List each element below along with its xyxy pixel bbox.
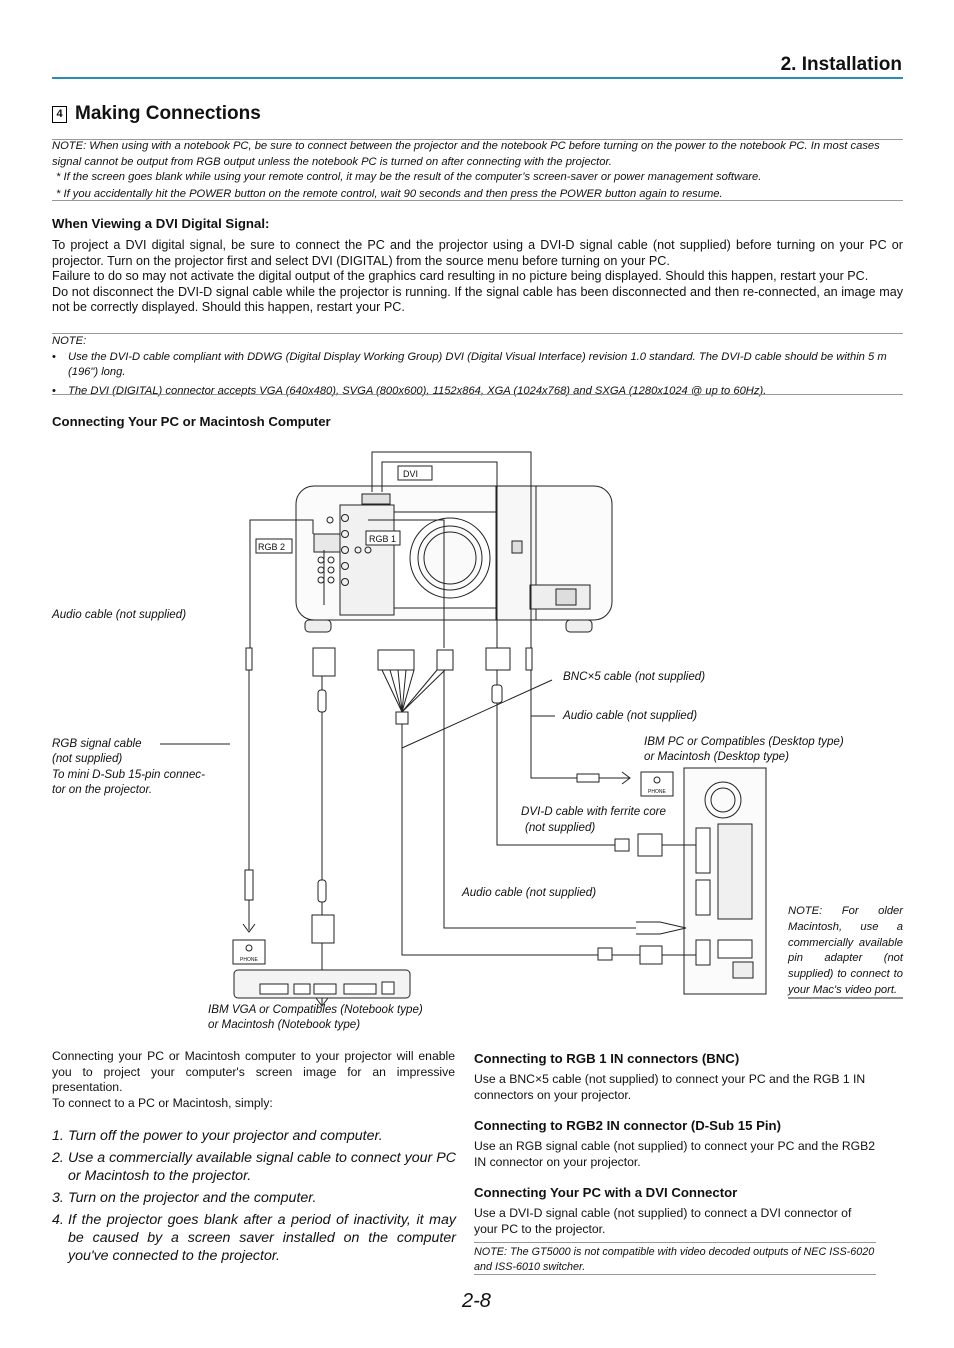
notebook-illustration — [234, 970, 410, 998]
label-dvid-1: DVI-D cable with ferrite core — [521, 805, 666, 818]
text-dsub: Use an RGB signal cable (not supplied) to connect your PC and the RGB2 IN connector on your projector. — [474, 1139, 876, 1169]
step-2 — [52, 1149, 456, 1185]
step-4-num: 4. — [52, 1212, 64, 1228]
heading-dvi-connector: Connecting Your PC with a DVI Connector — [474, 1185, 738, 1200]
heading-dsub: Connecting to RGB2 IN connector (D-Sub 15 Pin) — [474, 1118, 781, 1133]
section-title-row — [52, 103, 261, 125]
label-rgb-cable-1: RGB signal cable — [52, 737, 142, 750]
dvi-p2: Failure to do so may not activate the digital output of the graphics card resulting in no picture being displayed. Should this happen, restart your PC. — [52, 269, 869, 283]
dvi-note-label: NOTE: — [52, 335, 87, 347]
steps-list — [52, 1127, 456, 1265]
step-4 — [52, 1211, 456, 1265]
note-top-line1: NOTE: When using with a notebook PC, be sure to connect between the projector and the notebook PC before turning on the power to the notebook PC. In most cases signal cannot be output from RGB output unless the notebook PC is turned on after connecting with the projector. — [52, 140, 880, 168]
label-rgb-cable-2: (not supplied) — [52, 752, 123, 765]
label-audio-right: Audio cable (not supplied) — [563, 709, 698, 722]
dvi-body — [52, 238, 903, 316]
page-number: 2-8 — [462, 1290, 491, 1312]
step-4-text: If the projector goes blank after a period of inactivity, it may be caused by a screen saver installed on the computer you've connected to the projector. — [68, 1212, 456, 1264]
text-dvi-connector: Use a DVI-D signal cable (not supplied) to connect a DVI connector of your PC to the projector. — [474, 1206, 852, 1236]
header-rule — [52, 77, 903, 79]
intro-p2: To connect to a PC or Macintosh, simply: — [52, 1095, 273, 1110]
step-3 — [52, 1189, 456, 1207]
connect-heading: Connecting Your PC or Macintosh Computer — [52, 414, 331, 429]
step-2-num: 2. — [52, 1150, 64, 1166]
note-rule-bottom — [52, 200, 903, 201]
heading-bnc: Connecting to RGB 1 IN connectors (BNC) — [474, 1051, 740, 1066]
phone-label-desktop: PHONE — [648, 789, 666, 795]
label-ibm-desktop-1: IBM PC or Compatibles (Desktop type) — [644, 735, 844, 748]
dvi-p1: To project a DVI digital signal, be sure to connect the PC and the projector using a DVI-D signal cable (not supplied) before turning on your PC or projector. Turn on the projector first and select DVI (DIGITAL) from the source menu before turning on your PC. — [52, 238, 903, 268]
chapter-title: 2. Installation — [780, 54, 902, 75]
section-title: Making Connections — [75, 103, 261, 124]
label-dvi: DVI — [403, 469, 419, 479]
dvi-note-bullet1: • Use the DVI-D cable compliant with DDWG (Digital Display Working Group) DVI (Digital Visual Interface) revision 1.0 standard. The DVI-D cable should be within 5 m (196") long. — [52, 350, 903, 381]
dvi-note-rule-bottom — [52, 394, 903, 395]
label-audio-left: Audio cable (not supplied) — [52, 608, 187, 621]
projector-illustration — [296, 486, 612, 632]
note-top-line2: * If the screen goes blank while using your remote control, it may be the result of the computer’s screen-saver or power management software. — [56, 171, 762, 183]
dvi-p3: Do not disconnect the DVI-D signal cable while the projector is running. If the signal cable has been disconnected and then re-connected, an image may not be correctly displayed. Should this happen, restart your PC. — [52, 284, 903, 314]
step-3-num: 3. — [52, 1190, 64, 1206]
note-top — [52, 139, 903, 202]
label-bnc-cable: BNC×5 cable (not supplied) — [563, 670, 706, 683]
text-bnc: Use a BNC×5 cable (not supplied) to connect your PC and the RGB 1 IN connectors on your projector. — [474, 1072, 866, 1102]
step-1 — [52, 1127, 456, 1145]
label-ibm-desktop-2: or Macintosh (Desktop type) — [644, 750, 789, 763]
label-dvid-2: (not supplied) — [525, 821, 596, 834]
dvi-heading: When Viewing a DVI Digital Signal: — [52, 216, 270, 231]
phone-label-notebook: PHONE — [240, 957, 258, 963]
label-rgb-cable-4: tor on the projector. — [52, 783, 153, 796]
gt5000-note: NOTE: The GT5000 is not compatible with video decoded outputs of NEC ISS-6020 and ISS-6010 switcher. — [474, 1246, 875, 1273]
right-column — [474, 1051, 876, 1275]
label-rgb1: RGB 1 — [369, 534, 397, 544]
dvi-note-bullet2: • The DVI (DIGITAL) connector accepts VGA (640x480), SVGA (800x600), 1152x864, XGA (1024x768) and SXGA (1280x1024 @ up to 60Hz). — [52, 384, 903, 400]
note-top-line3: * If you accidentally hit the POWER button on the remote control, wait 90 seconds and then press the POWER button again to resume. — [56, 187, 723, 200]
label-rgb-cable-3: To mini D-Sub 15-pin connec- — [52, 768, 205, 781]
step-1-text: Turn off the power to your projector and computer. — [68, 1128, 383, 1144]
mac-adapter-note: NOTE: For older Macintosh, use a commercially available pin adapter (not supplied) to connect to your Mac's video port. — [788, 905, 903, 996]
dvi-note — [52, 334, 903, 399]
label-audio-mid: Audio cable (not supplied) — [462, 886, 597, 899]
intro-text — [52, 1049, 455, 1111]
label-rgb2: RGB 2 — [258, 542, 286, 552]
pc-tower-illustration — [684, 768, 766, 994]
label-notebook-1: IBM VGA or Compatibles (Notebook type) — [208, 1003, 423, 1016]
section-number-box: 4 — [52, 106, 67, 123]
step-2-text: Use a commercially available signal cable to connect your PC or Macintosh to the projector. — [68, 1150, 456, 1184]
step-1-num: 1. — [52, 1128, 64, 1144]
label-notebook-2: or Macintosh (Notebook type) — [208, 1018, 361, 1031]
intro-p1: Connecting your PC or Macintosh computer to your projector will enable you to project your computer's screen image for an impressive presentation. — [52, 1049, 455, 1094]
step-3-text: Turn on the projector and the computer. — [68, 1190, 317, 1206]
